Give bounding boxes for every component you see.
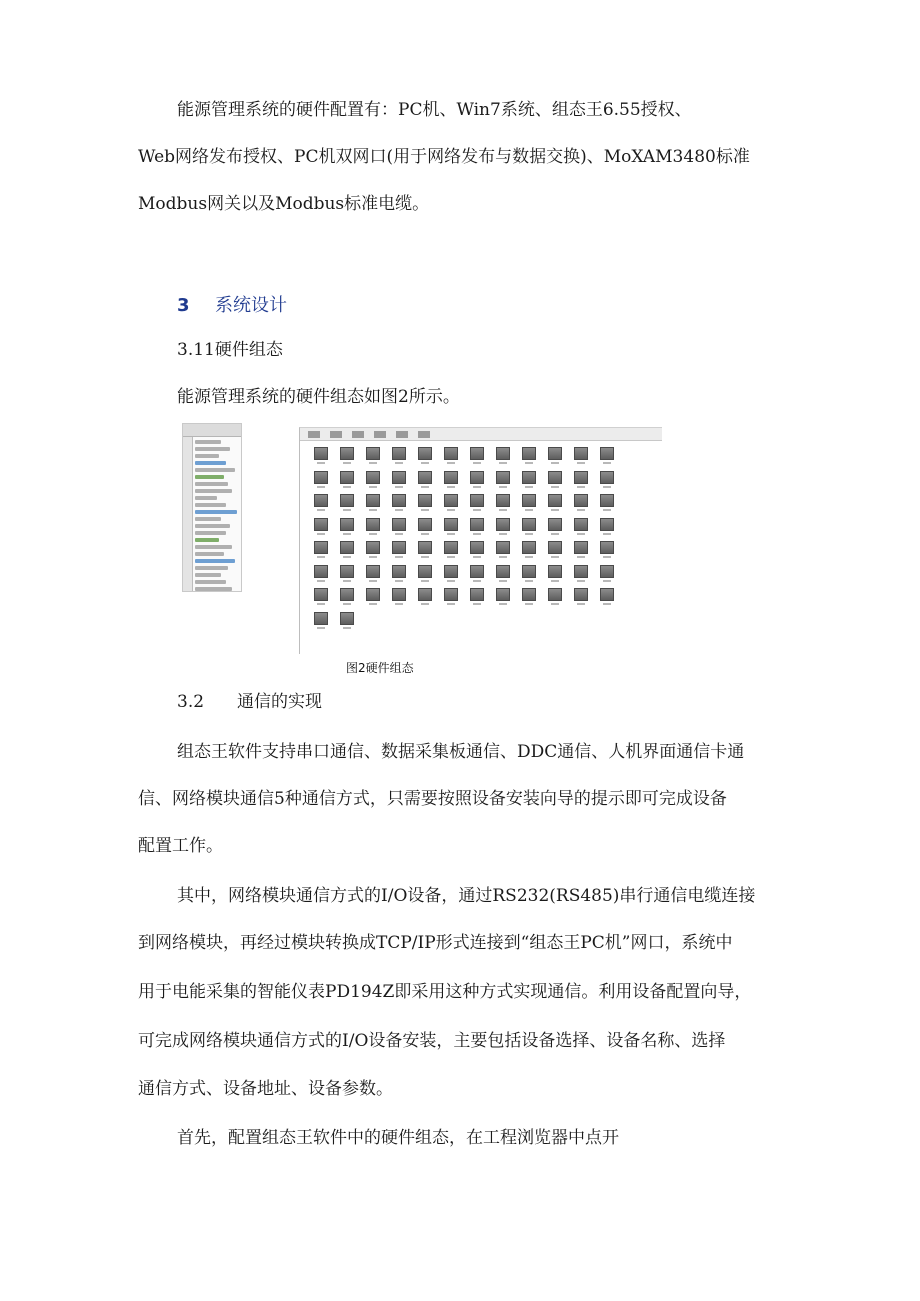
device-icon (360, 540, 385, 564)
device-icon (438, 587, 463, 611)
device-icon (334, 446, 359, 470)
tree-node (195, 489, 232, 493)
device-icon (490, 493, 515, 517)
subsection-3-2-number: 3.2 (177, 692, 205, 712)
device-icon (490, 446, 515, 470)
device-icon (438, 470, 463, 494)
device-icon (386, 493, 411, 517)
tree-node (195, 475, 224, 479)
paragraph-3-line-1: 组态王软件支持串口通信、数据采集板通信、DDC通信、人机界面通信卡通 (177, 742, 745, 762)
device-icon (360, 517, 385, 541)
paragraph-1-line-3: Modbus网关以及Modbus标准电缆。 (138, 194, 430, 214)
tree-node (195, 517, 221, 521)
tree-node (195, 524, 230, 528)
paragraph-1-line-1: 能源管理系统的硬件配置有：PC机、Win7系统、组态王6.55授权、 (177, 100, 692, 120)
tree-node (195, 503, 226, 507)
device-icon (334, 517, 359, 541)
device-icon (542, 470, 567, 494)
device-icon (542, 517, 567, 541)
device-icon (308, 564, 333, 588)
device-icon (334, 587, 359, 611)
device-icon (386, 540, 411, 564)
device-icon (594, 587, 619, 611)
paragraph-4-line-3: 用于电能采集的智能仪表PD194Z即采用这种方式实现通信。利用设备配置向导， (138, 982, 752, 1002)
device-icon (386, 587, 411, 611)
tree-node (195, 440, 221, 444)
device-icon (308, 446, 333, 470)
device-icon (516, 517, 541, 541)
device-icon (464, 470, 489, 494)
tree-node (195, 461, 226, 465)
device-icon (464, 540, 489, 564)
device-icon (490, 540, 515, 564)
device-icon (464, 446, 489, 470)
paragraph-4-line-4: 可完成网络模块通信方式的I/O设备安装，主要包括设备选择、设备名称、选择 (138, 1031, 726, 1051)
paragraph-4-line-2: 到网络模块，再经过模块转换成TCP/IP形式连接到“组态王PC机”网口，系统中 (138, 933, 733, 953)
section-number: 3 (177, 295, 190, 316)
device-icon (464, 564, 489, 588)
device-icon (308, 587, 333, 611)
device-icon (594, 493, 619, 517)
paragraph-2: 能源管理系统的硬件组态如图2所示。 (177, 387, 460, 407)
paragraph-4-line-1: 其中，网络模块通信方式的I/O设备，通过RS232(RS485)串行通信电缆连接 (177, 886, 756, 906)
device-icon (438, 540, 463, 564)
device-icon (412, 493, 437, 517)
device-icon (594, 564, 619, 588)
device-icon (464, 493, 489, 517)
browser-toolbar (183, 424, 241, 437)
paragraph-3-line-2: 信、网络模块通信5种通信方式，只需要按照设备安装向导的提示即可完成设备 (138, 789, 727, 809)
device-icon (308, 470, 333, 494)
device-icon (360, 564, 385, 588)
device-icon (412, 540, 437, 564)
device-icon (308, 540, 333, 564)
device-icon (334, 540, 359, 564)
device-icon (412, 564, 437, 588)
device-icon (542, 493, 567, 517)
browser-side-rail (183, 437, 193, 591)
paragraph-3-line-3: 配置工作。 (138, 836, 223, 856)
device-icon (438, 446, 463, 470)
device-icon (516, 587, 541, 611)
tree-node (195, 496, 217, 500)
device-icon (516, 493, 541, 517)
device-icon (360, 470, 385, 494)
device-icon (334, 470, 359, 494)
tree-node (195, 573, 221, 577)
tree-node (195, 531, 226, 535)
device-icon (386, 446, 411, 470)
paragraph-5: 首先，配置组态王软件中的硬件组态，在工程浏览器中点开 (177, 1128, 619, 1148)
device-icon (308, 493, 333, 517)
device-icon (334, 564, 359, 588)
device-icon (412, 470, 437, 494)
device-icon (594, 517, 619, 541)
figure-project-browser-panel (182, 423, 242, 592)
device-icon (542, 587, 567, 611)
device-icon (386, 517, 411, 541)
device-icon (490, 470, 515, 494)
paragraph-4-line-5: 通信方式、设备地址、设备参数。 (138, 1079, 393, 1099)
device-icon (386, 470, 411, 494)
device-icon (594, 470, 619, 494)
tree-node (195, 559, 235, 563)
device-icon (360, 493, 385, 517)
device-icon (594, 446, 619, 470)
device-icon (464, 517, 489, 541)
tree-node (195, 566, 228, 570)
device-grid (308, 446, 619, 634)
device-icon (438, 517, 463, 541)
tree-node (195, 468, 235, 472)
device-icon (516, 540, 541, 564)
device-icon (516, 446, 541, 470)
device-icon (412, 517, 437, 541)
tree-node (195, 545, 232, 549)
device-icon (386, 564, 411, 588)
device-icon (568, 493, 593, 517)
device-icon (334, 611, 359, 635)
device-icon (568, 470, 593, 494)
device-icon (438, 564, 463, 588)
tree-node (195, 587, 232, 591)
device-icon (516, 564, 541, 588)
tree-node (195, 447, 230, 451)
tree-node (195, 552, 224, 556)
device-icon (568, 587, 593, 611)
section-heading (177, 291, 287, 317)
subsection-3-2-heading (177, 692, 322, 712)
figure-device-grid-panel (299, 427, 662, 654)
device-icon (542, 540, 567, 564)
device-icon (360, 446, 385, 470)
subsection-3-1-label: 3.11硬件组态 (177, 340, 283, 360)
device-icon (568, 446, 593, 470)
tree-node (195, 510, 237, 514)
tree-node (195, 454, 219, 458)
tree-node (195, 580, 226, 584)
tree-node (195, 482, 228, 486)
figure-caption: 图2硬件组态 (346, 661, 414, 675)
paragraph-1-line-2: Web网络发布授权、PC机双网口(用于网络发布与数据交换)、MoXAM3480标准 (138, 147, 750, 167)
device-icon (412, 587, 437, 611)
device-icon (594, 540, 619, 564)
device-icon (308, 517, 333, 541)
device-icon (542, 446, 567, 470)
section-title: 系统设计 (215, 295, 287, 316)
device-icon (334, 493, 359, 517)
device-icon (490, 564, 515, 588)
device-icon (568, 564, 593, 588)
device-icon (516, 470, 541, 494)
device-icon (568, 517, 593, 541)
device-toolbar (300, 428, 662, 441)
device-icon (360, 587, 385, 611)
device-icon (308, 611, 333, 635)
tree-node (195, 538, 219, 542)
device-icon (412, 446, 437, 470)
subsection-3-2-title: 通信的实现 (237, 692, 322, 712)
device-icon (490, 517, 515, 541)
device-icon (438, 493, 463, 517)
device-icon (490, 587, 515, 611)
device-icon (568, 540, 593, 564)
browser-tree (195, 440, 239, 592)
device-icon (464, 587, 489, 611)
device-icon (542, 564, 567, 588)
